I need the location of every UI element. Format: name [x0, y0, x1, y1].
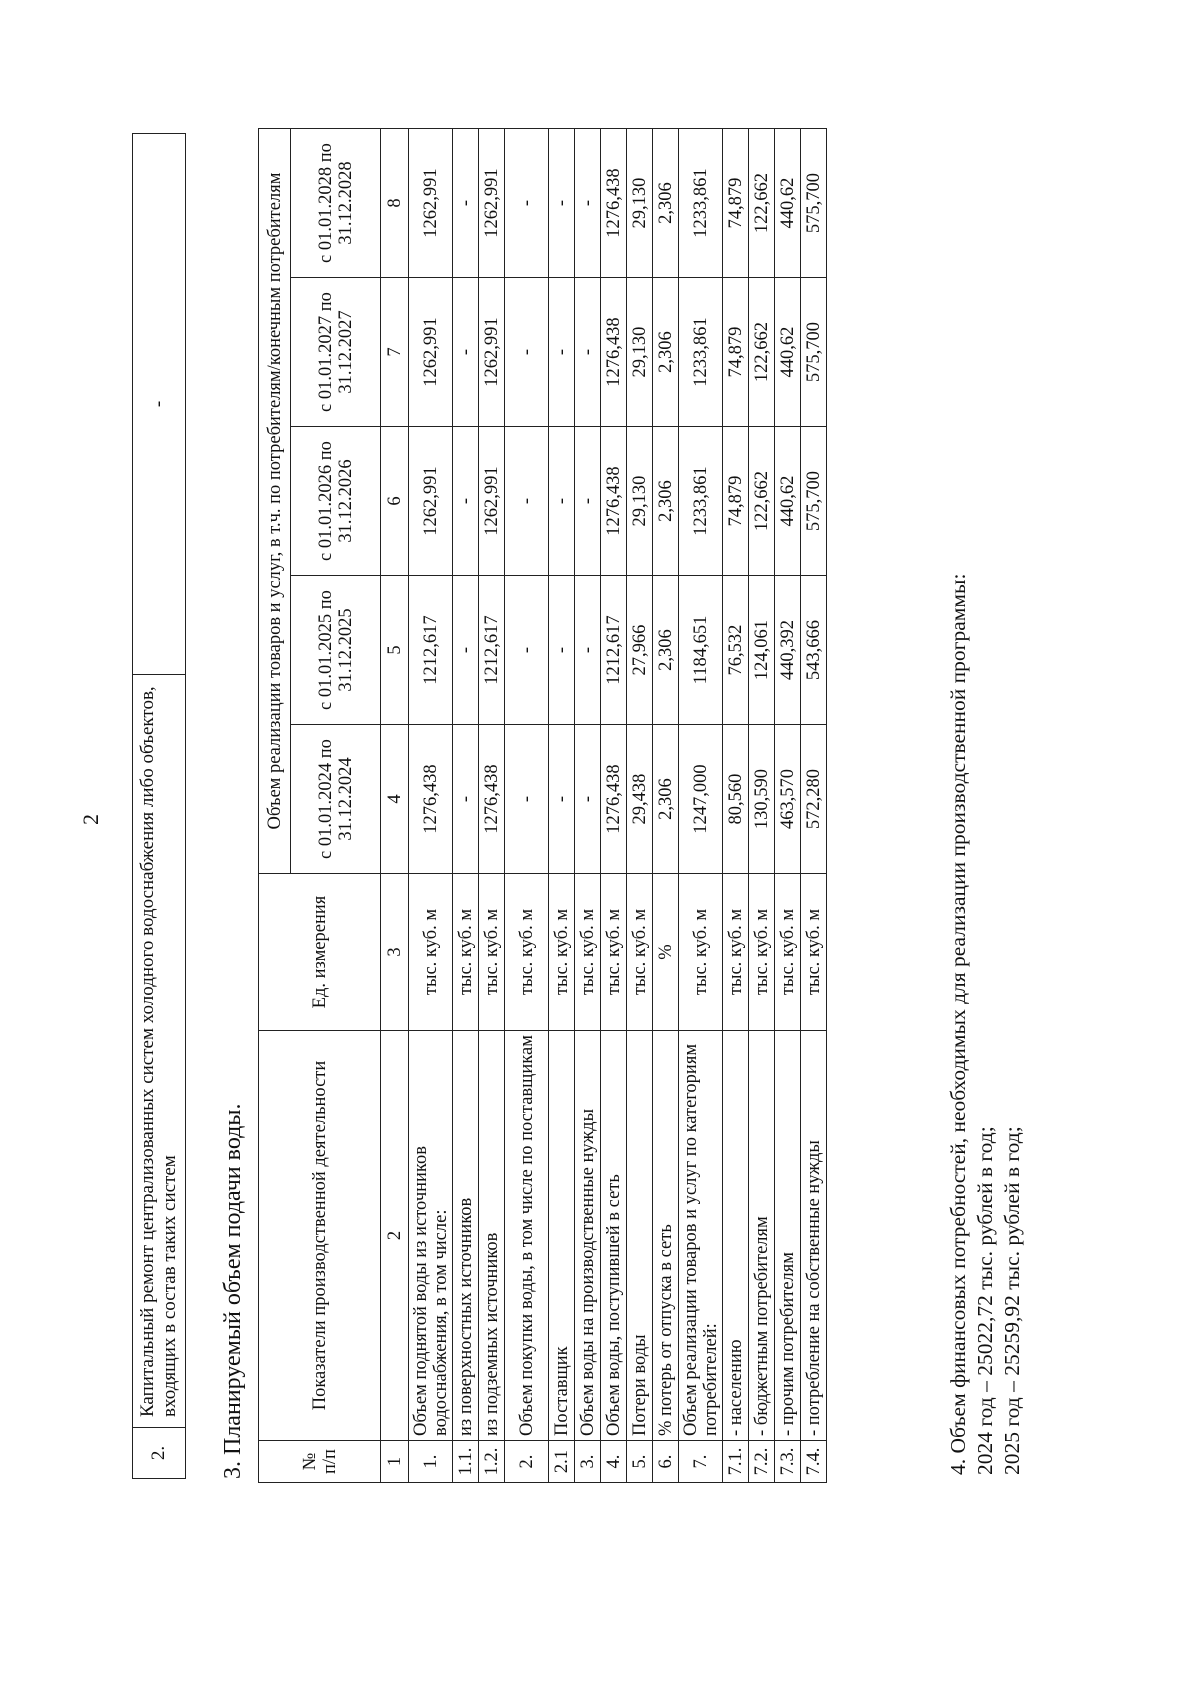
- row-value: 2,306: [653, 427, 679, 576]
- row-value: 29,130: [627, 278, 653, 427]
- row-value: 440,392: [775, 576, 801, 725]
- row-value: 80,560: [723, 725, 749, 874]
- row-value: 575,700: [801, 278, 827, 427]
- row-value: -: [453, 427, 479, 576]
- row-value: -: [133, 134, 186, 675]
- header-row-1: [259, 128, 291, 1482]
- row-value: 1262,991: [409, 128, 453, 277]
- table-body: [409, 128, 827, 1482]
- header-period: с 01.01.2027 по 31.12.2027: [291, 278, 381, 427]
- row-value: 543,666: [801, 576, 827, 725]
- row-value: 122,662: [749, 278, 775, 427]
- row-value: -: [549, 576, 575, 725]
- row-value: 572,280: [801, 725, 827, 874]
- row-value: -: [453, 278, 479, 427]
- table-row: [749, 128, 775, 1482]
- row-indicator: - населению: [723, 1031, 749, 1441]
- row-indicator: Потери воды: [627, 1031, 653, 1441]
- col-number: 8: [381, 128, 409, 277]
- row-number: 7.3.: [775, 1441, 801, 1483]
- row-value: -: [453, 128, 479, 277]
- row-value: 1233,861: [679, 278, 723, 427]
- row-value: -: [575, 427, 601, 576]
- row-value: 1262,991: [409, 427, 453, 576]
- row-value: 1276,438: [601, 128, 627, 277]
- table-row: [775, 128, 801, 1482]
- row-unit: тыс. куб. м: [801, 874, 827, 1031]
- row-number: 7.4.: [801, 1441, 827, 1483]
- row-value: 122,662: [749, 427, 775, 576]
- row-indicator: из подземных источников: [479, 1031, 505, 1441]
- row-value: 1276,438: [601, 725, 627, 874]
- row-number: 3.: [575, 1441, 601, 1483]
- row-value: 1212,617: [409, 576, 453, 725]
- row-value: 1212,617: [479, 576, 505, 725]
- row-number: 2.: [505, 1441, 549, 1483]
- row-value: 74,879: [723, 427, 749, 576]
- row-value: 76,532: [723, 576, 749, 725]
- header-period: с 01.01.2025 по 31.12.2025: [291, 576, 381, 725]
- header-num: № п/п: [259, 1441, 381, 1483]
- header-period: с 01.01.2026 по 31.12.2026: [291, 427, 381, 576]
- table-row: [601, 128, 627, 1482]
- row-indicator: Поставщик: [549, 1031, 575, 1441]
- row-number: 7.: [679, 1441, 723, 1483]
- row-value: -: [575, 725, 601, 874]
- row-value: 440,62: [775, 278, 801, 427]
- row-value: -: [505, 576, 549, 725]
- capital-repair-table: [132, 133, 186, 1479]
- table-row: [549, 128, 575, 1482]
- row-value: 1212,617: [601, 576, 627, 725]
- row-value: -: [505, 725, 549, 874]
- row-value: 1262,991: [409, 278, 453, 427]
- row-value: 122,662: [749, 128, 775, 277]
- header-period: с 01.01.2028 по 31.12.2028: [291, 128, 381, 277]
- row-number: 5.: [627, 1441, 653, 1483]
- row-value: -: [549, 427, 575, 576]
- row-value: -: [549, 278, 575, 427]
- row-value: 1276,438: [409, 725, 453, 874]
- row-value: 29,130: [627, 128, 653, 277]
- col-number: 4: [381, 725, 409, 874]
- table-row: [479, 128, 505, 1482]
- row-unit: тыс. куб. м: [723, 874, 749, 1031]
- row-value: 29,438: [627, 725, 653, 874]
- col-number: 3: [381, 874, 409, 1031]
- page-number: 2: [78, 814, 103, 825]
- row-value: -: [575, 278, 601, 427]
- row-number: 7.1.: [723, 1441, 749, 1483]
- row-value: 1262,991: [479, 278, 505, 427]
- table-row: [133, 134, 186, 1479]
- row-value: 2,306: [653, 725, 679, 874]
- row-indicator: - потребление на собственные нужды: [801, 1031, 827, 1441]
- row-value: -: [549, 725, 575, 874]
- row-indicator: - прочим потребителям: [775, 1031, 801, 1441]
- row-indicator: - бюджетным потребителям: [749, 1031, 775, 1441]
- row-value: 1233,861: [679, 128, 723, 277]
- row-value: -: [575, 128, 601, 277]
- row-unit: тыс. куб. м: [479, 874, 505, 1031]
- row-value: 1276,438: [479, 725, 505, 874]
- col-number: 7: [381, 278, 409, 427]
- row-unit: тыс. куб. м: [679, 874, 723, 1031]
- row-value: 440,62: [775, 427, 801, 576]
- row-indicator: Объем реализации товаров и услуг по категориям потребителей:: [679, 1031, 723, 1441]
- col-number: 2: [381, 1031, 409, 1441]
- row-number: 1.2.: [479, 1441, 505, 1483]
- table-row: [453, 128, 479, 1482]
- row-text: Капитальный ремонт централизованных систем холодного водоснабжения либо объектов, входящих в состав таких систем: [133, 675, 186, 1428]
- row-number: 4.: [601, 1441, 627, 1483]
- row-value: 1276,438: [601, 278, 627, 427]
- table-row: [653, 128, 679, 1482]
- row-value: 29,130: [627, 427, 653, 576]
- header-unit: Ед. измерения: [259, 874, 381, 1031]
- row-unit: тыс. куб. м: [505, 874, 549, 1031]
- row-value: 74,879: [723, 278, 749, 427]
- row-value: 27,966: [627, 576, 653, 725]
- row-value: 1233,861: [679, 427, 723, 576]
- row-indicator: Объем поднятой воды из источников водоснабжения, в том числе:: [409, 1031, 453, 1441]
- section-4: [945, 574, 1026, 1475]
- row-unit: тыс. куб. м: [549, 874, 575, 1031]
- row-number: 2.1: [549, 1441, 575, 1483]
- row-value: -: [453, 725, 479, 874]
- row-value: -: [505, 278, 549, 427]
- water-supply-volume-table: [258, 128, 827, 1483]
- row-value: 1276,438: [601, 427, 627, 576]
- row-value: -: [505, 128, 549, 277]
- row-value: 2,306: [653, 278, 679, 427]
- table-row: [409, 128, 453, 1482]
- section-4-title: 4. Объем финансовых потребностей, необходимых для реализации производственной программы:: [946, 573, 970, 1475]
- row-value: 1262,991: [479, 427, 505, 576]
- row-value: 2,306: [653, 576, 679, 725]
- row-unit: тыс. куб. м: [409, 874, 453, 1031]
- row-indicator: Объем воды на производственные нужды: [575, 1031, 601, 1441]
- table-row: [627, 128, 653, 1482]
- table-row: [723, 128, 749, 1482]
- row-value: -: [575, 576, 601, 725]
- row-unit: тыс. куб. м: [627, 874, 653, 1031]
- col-number: 5: [381, 576, 409, 725]
- row-number: 1.: [409, 1441, 453, 1483]
- row-value: 1262,991: [479, 128, 505, 277]
- column-numbers-row: [381, 128, 409, 1482]
- row-value: 124,061: [749, 576, 775, 725]
- row-number: 1.1.: [453, 1441, 479, 1483]
- header-indicator: Показатели производственной деятельности: [259, 1031, 381, 1441]
- row-value: 74,879: [723, 128, 749, 277]
- row-value: 1184,651: [679, 576, 723, 725]
- row-number: 6.: [653, 1441, 679, 1483]
- row-value: 1247,000: [679, 725, 723, 874]
- table-row: [679, 128, 723, 1482]
- row-unit: тыс. куб. м: [601, 874, 627, 1031]
- row-value: 463,570: [775, 725, 801, 874]
- row-unit: тыс. куб. м: [775, 874, 801, 1031]
- row-value: 2,306: [653, 128, 679, 277]
- row-indicator: % потерь от отпуска в сеть: [653, 1031, 679, 1441]
- row-unit: тыс. куб. м: [453, 874, 479, 1031]
- section-3-title: 3. Планируемый объем подачи воды.: [220, 1103, 246, 1479]
- row-indicator: из поверхностных источников: [453, 1031, 479, 1441]
- header-group: Объем реализации товаров и услуг, в т.ч. по потребителям/конечным потребителям: [259, 128, 291, 873]
- row-number: 2.: [133, 1428, 186, 1479]
- row-indicator: Объем покупки воды, в том числе по поставщикам: [505, 1031, 549, 1441]
- row-value: 130,590: [749, 725, 775, 874]
- row-value: 575,700: [801, 128, 827, 277]
- table-row: [801, 128, 827, 1482]
- row-unit: тыс. куб. м: [749, 874, 775, 1031]
- table-row: [575, 128, 601, 1482]
- row-value: 440,62: [775, 128, 801, 277]
- row-unit: %: [653, 874, 679, 1031]
- section-4-line: 2025 год – 25259,92 тыс. рублей в год;: [1000, 1126, 1024, 1475]
- row-value: -: [549, 128, 575, 277]
- row-unit: тыс. куб. м: [575, 874, 601, 1031]
- header-period: с 01.01.2024 по 31.12.2024: [291, 725, 381, 874]
- row-value: -: [505, 427, 549, 576]
- col-number: 6: [381, 427, 409, 576]
- section-4-line: 2024 год – 25022,72 тыс. рублей в год;: [973, 1126, 997, 1475]
- table-row: [505, 128, 549, 1482]
- row-value: 575,700: [801, 427, 827, 576]
- row-indicator: Объем воды, поступившей в сеть: [601, 1031, 627, 1441]
- col-number: 1: [381, 1441, 409, 1483]
- row-number: 7.2.: [749, 1441, 775, 1483]
- row-value: -: [453, 576, 479, 725]
